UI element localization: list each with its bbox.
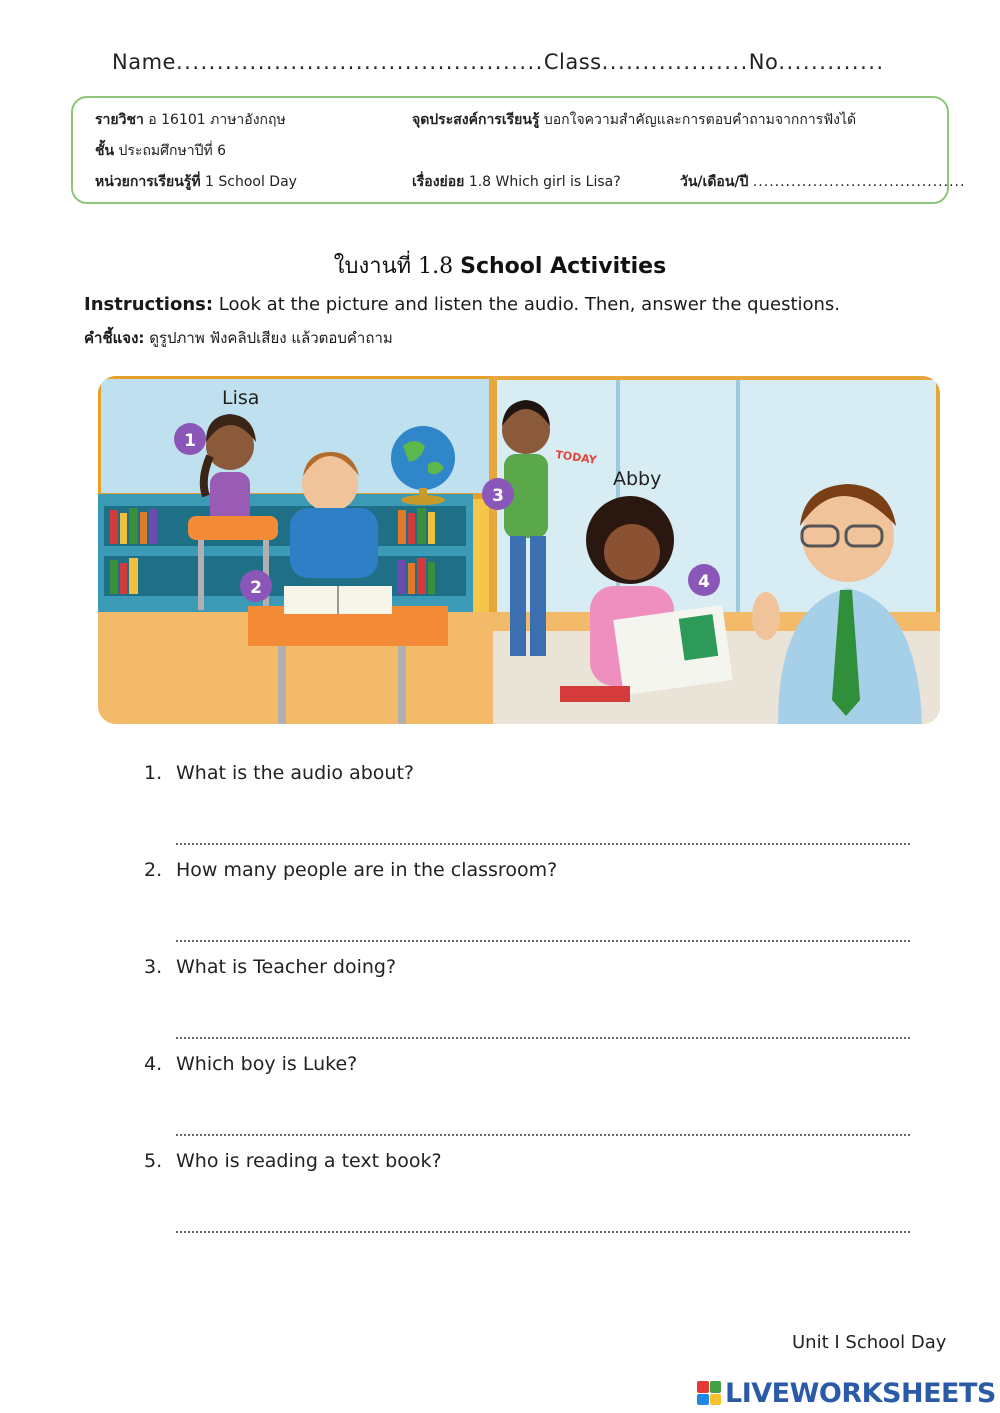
question-3: 3. What is Teacher doing? xyxy=(144,956,397,978)
grade-field: ชั้น ประถมศึกษาปีที่ 6 xyxy=(95,143,227,159)
marker-4 xyxy=(688,564,720,596)
classroom-illustration xyxy=(98,376,940,724)
label-abby: Abby xyxy=(613,468,662,490)
name-label: Name xyxy=(112,50,176,74)
marker-4-label: 4 xyxy=(698,572,710,592)
question-2: 2. How many people are in the classroom? xyxy=(144,859,558,881)
question-5: 5. Who is reading a text book? xyxy=(144,1150,442,1172)
answer-line-4[interactable] xyxy=(176,1134,910,1136)
worksheet-title: ใบงานที่ 1.8 School Activities xyxy=(333,254,667,279)
class-label: Class xyxy=(543,50,602,74)
date-field: วัน/เดือน/ปี ....................................... xyxy=(680,174,966,190)
answer-line-1[interactable] xyxy=(176,843,910,845)
objective-field: จุดประสงค์การเรียนรู้ บอกใจความสำคัญและการตอบคำถามจากการฟังได้ xyxy=(412,112,857,128)
marker-1 xyxy=(174,423,206,455)
liveworksheets-logo-text: LIVEWORKSHEETS xyxy=(725,1377,996,1409)
instructions-english: Instructions: Look at the picture and listen the audio. Then, answer the questions. xyxy=(84,294,841,315)
lesson-info-box xyxy=(71,96,966,204)
answer-line-3[interactable] xyxy=(176,1037,910,1039)
liveworksheets-logo-icon xyxy=(697,1381,721,1405)
no-label: No xyxy=(748,50,779,74)
label-lisa: Lisa xyxy=(222,387,260,409)
subject-field: รายวิชา อ 16101 ภาษาอังกฤษ xyxy=(95,112,286,128)
marker-3 xyxy=(482,478,514,510)
marker-1-label: 1 xyxy=(184,431,196,451)
footer-unit-text: Unit I School Day xyxy=(792,1332,947,1353)
marker-2 xyxy=(240,570,272,602)
marker-3-label: 3 xyxy=(492,486,504,506)
question-1: 1. What is the audio about? xyxy=(144,762,414,784)
liveworksheets-logo[interactable] xyxy=(697,1378,996,1408)
topic-field: เรื่องย่อย 1.8 Which girl is Lisa? xyxy=(412,174,621,190)
unit-field: หน่วยการเรียนรู้ที่ 1 School Day xyxy=(95,174,297,190)
board-text: TODAY xyxy=(554,448,598,467)
name-class-no-line: Name.............................................Class..................No............. xyxy=(112,50,885,74)
instructions-thai: คำชี้แจง: ดูรูปภาพ ฟังคลิปเสียง แล้วตอบคำถาม xyxy=(84,329,393,347)
answer-line-2[interactable] xyxy=(176,940,910,942)
marker-2-label: 2 xyxy=(250,578,262,598)
answer-line-5[interactable] xyxy=(176,1231,910,1233)
question-4: 4. Which boy is Luke? xyxy=(144,1053,358,1075)
